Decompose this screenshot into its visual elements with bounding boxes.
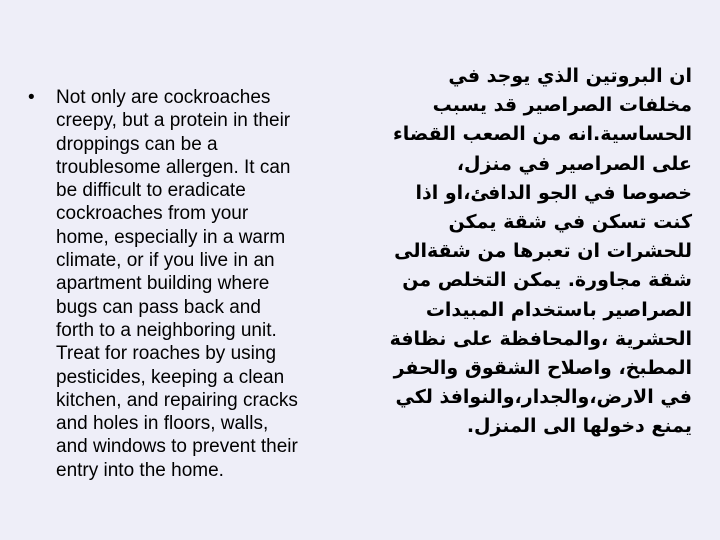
arabic-text-block	[362, 62, 692, 442]
bullet-marker: •	[28, 87, 35, 108]
arabic-paragraph: ان البروتين الذي يوجد في مخلفات الصراصير قد يسبب الحساسية.انه من الصعب القضاء على الصراصير في منزل، خصوصا في الجو الدافئ،او اذا كنت تسكن في شقة يمكن للحشرات ان تعبرها من شقةالى شقة مجاورة. يمكن التخلص من الصراصير باستخدام المبيدات الحشرية ،والمحافظة على نظافة المطبخ، واصلاح الشقوق والحفر في الارض،والجدار،والنوافذ لكي يمنع دخولها الى المنزل.	[389, 65, 692, 438]
bullet-item	[28, 86, 368, 482]
english-text-block	[28, 86, 368, 482]
english-paragraph: Not only are cockroaches creepy, but a protein in their droppings can be a troublesome allergen. It can be difficult to eradicate cockroaches from your home, especially in a warm climate, or if you live in an apartment building where bugs can pass back and forth to a neighboring unit. Treat for roaches by using pesticides, keeping a clean kitchen, and repairing cracks and holes in floors, walls, and windows to prevent their entry into the home.	[56, 87, 298, 481]
